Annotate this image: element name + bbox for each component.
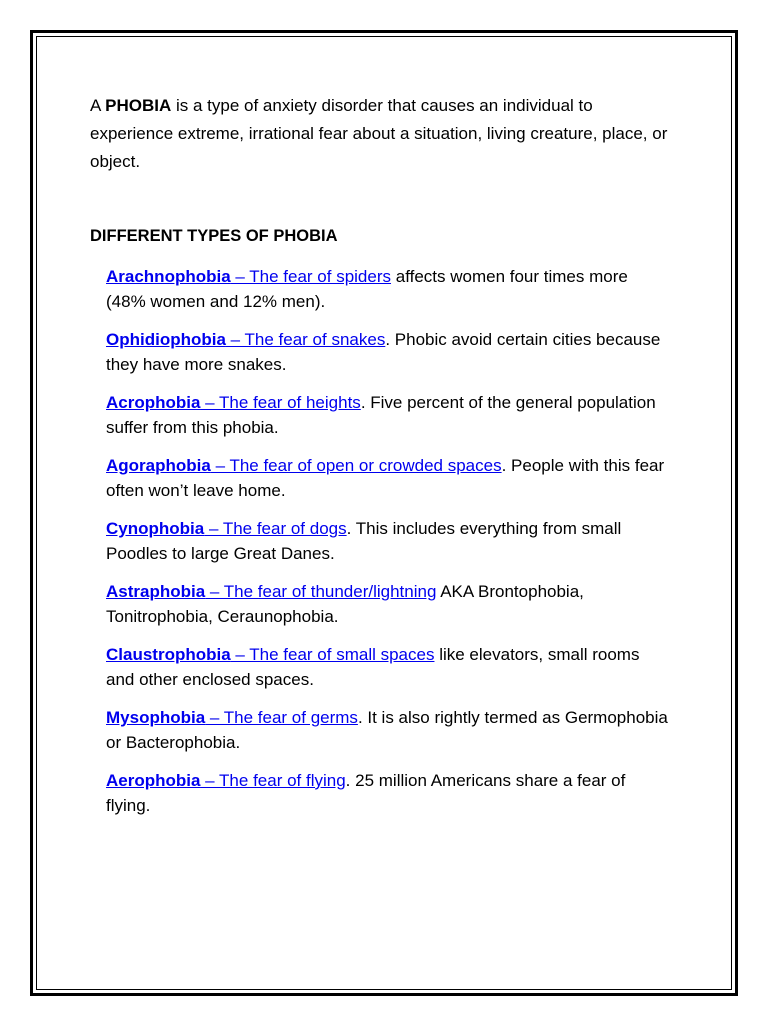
list-item: [106, 327, 670, 377]
phobia-name: Agoraphobia: [106, 456, 211, 475]
phobia-rest: . It is also rightly termed as Germophobia or Bacterophobia.: [106, 708, 668, 752]
phobia-desc: – The fear of dogs: [204, 519, 347, 538]
list-item: [106, 768, 670, 818]
phobia-name: Acrophobia: [106, 393, 201, 412]
phobia-desc: – The fear of heights: [200, 393, 361, 412]
phobia-desc: – The fear of open or crowded spaces: [210, 456, 502, 475]
phobia-desc: – The fear of spiders: [230, 267, 392, 286]
section-heading: DIFFERENT TYPES OF PHOBIA: [90, 227, 338, 245]
phobia-name: Mysophobia: [106, 708, 206, 727]
intro-prefix: A: [90, 96, 106, 115]
document-body: [90, 92, 670, 831]
phobia-link[interactable]: [106, 267, 391, 286]
phobia-link[interactable]: [106, 393, 361, 412]
intro-text: is a type of anxiety disorder that causes an individual to experience extreme, irrational fear about a situation, living creature, place, or object.: [90, 96, 668, 171]
phobia-link[interactable]: [106, 708, 358, 727]
phobia-desc: – The fear of thunder/lightning: [205, 582, 437, 601]
phobia-link[interactable]: [106, 582, 436, 601]
phobia-rest: . 25 million Americans share a fear of flying.: [106, 771, 626, 815]
phobia-name: Arachnophobia: [106, 267, 231, 286]
phobia-link[interactable]: [106, 645, 434, 664]
phobia-name: Claustrophobia: [106, 645, 231, 664]
phobia-rest: . Phobic avoid certain cities because they have more snakes.: [106, 330, 661, 374]
phobia-name: Cynophobia: [106, 519, 205, 538]
phobia-desc: – The fear of flying: [200, 771, 346, 790]
list-item: [106, 390, 670, 440]
phobia-desc: – The fear of snakes: [225, 330, 386, 349]
phobia-list: [106, 264, 670, 818]
phobia-link[interactable]: [106, 519, 347, 538]
phobia-rest: . Five percent of the general population suffer from this phobia.: [106, 393, 656, 437]
phobia-name: Ophidiophobia: [106, 330, 226, 349]
phobia-link[interactable]: [106, 771, 346, 790]
phobia-rest: . This includes everything from small Poodles to large Great Danes.: [106, 519, 622, 563]
phobia-rest: affects women four times more (48% women and 12% men).: [106, 267, 628, 311]
list-item: [106, 453, 670, 503]
list-item: [106, 516, 670, 566]
list-item: [106, 264, 670, 314]
phobia-rest: like elevators, small rooms and other enclosed spaces.: [106, 645, 640, 689]
phobia-desc: – The fear of germs: [205, 708, 358, 727]
phobia-name: Astraphobia: [106, 582, 206, 601]
phobia-name: Aerophobia: [106, 771, 201, 790]
list-item: [106, 705, 670, 755]
phobia-desc: – The fear of small spaces: [230, 645, 435, 664]
phobia-rest: AKA Brontophobia, Tonitrophobia, Ceraunophobia.: [106, 582, 584, 626]
phobia-link[interactable]: [106, 456, 502, 475]
intro-term: PHOBIA: [105, 96, 172, 115]
phobia-rest: . People with this fear often won’t leave home.: [106, 456, 665, 500]
list-item: [106, 579, 670, 629]
intro-paragraph: [90, 92, 670, 176]
phobia-link[interactable]: [106, 330, 385, 349]
list-item: [106, 642, 670, 692]
